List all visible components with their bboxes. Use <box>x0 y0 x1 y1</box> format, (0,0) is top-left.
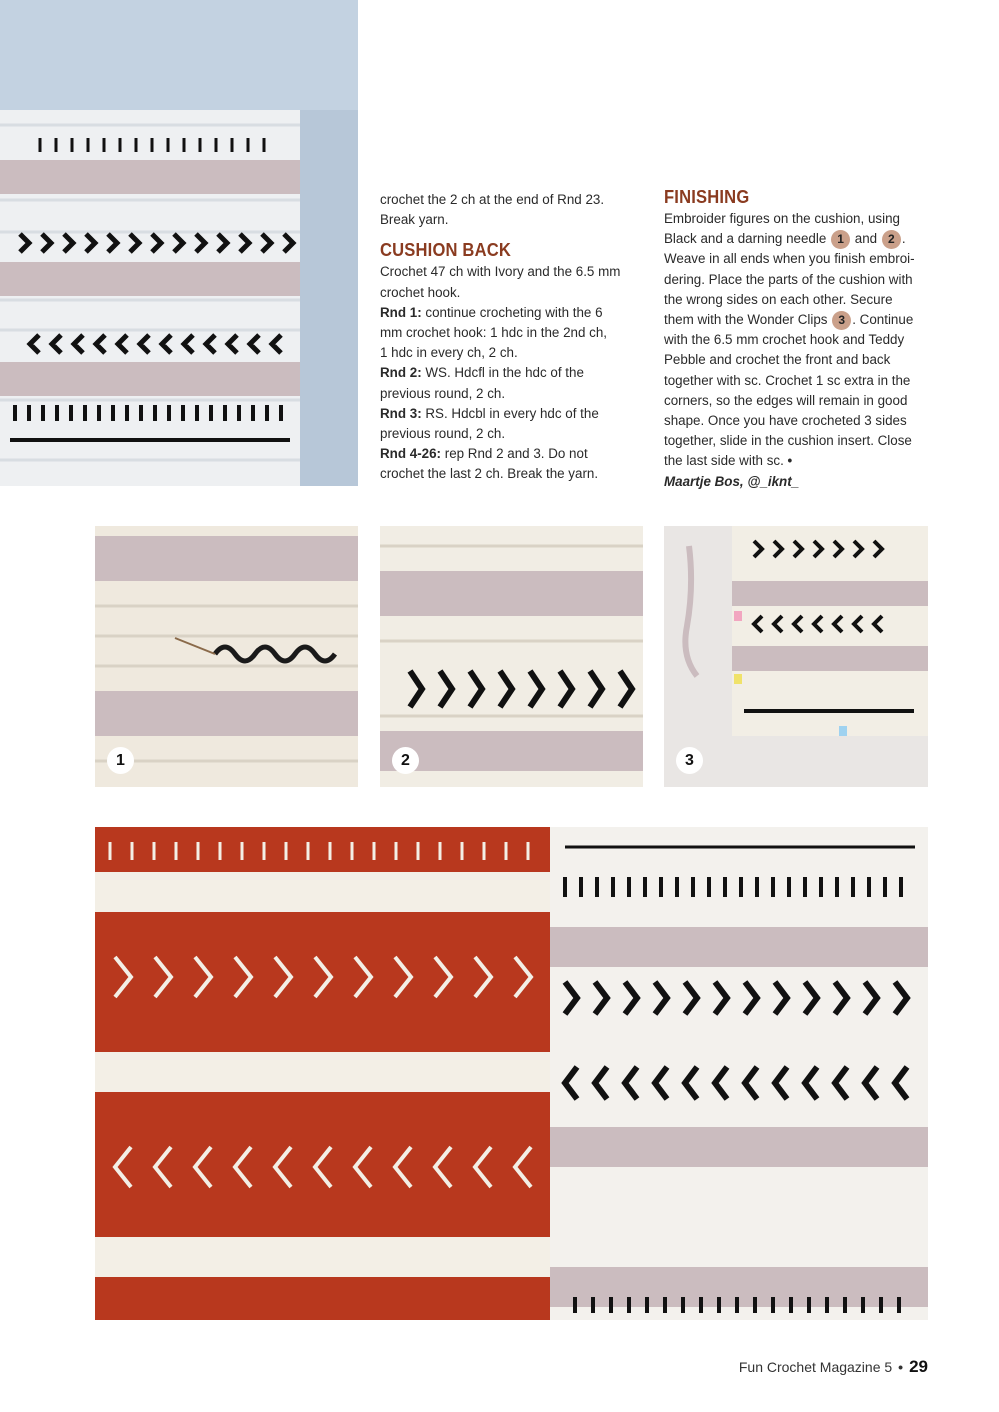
step-badge-2: 2 <box>882 230 901 249</box>
step-badge-1: 1 <box>831 230 850 249</box>
cushion-back-heading: CUSHION BACK <box>380 240 512 261</box>
finishing-line: the last side with sc. • <box>664 453 793 469</box>
instruction-line: 1 hdc in every ch, 2 ch. <box>380 345 518 361</box>
step-photo-2 <box>380 526 643 787</box>
finishing-line: together with sc. Crochet 1 sc extra in the <box>664 372 911 388</box>
step-badge-3: 3 <box>832 311 851 330</box>
finishing-line: Black and a darning needle 1 and 2 . <box>664 229 944 249</box>
cushions-comparison-photo <box>95 827 928 1320</box>
finishing-line: with the 6.5 mm crochet hook and Teddy <box>664 332 905 348</box>
round-1-label: Rnd 1: <box>380 304 422 320</box>
finishing-line: shape. Once you have crocheted 3 sides <box>664 413 907 429</box>
finishing-line: dering. Place the parts of the cushion with <box>664 271 913 287</box>
intro-line: Break yarn. <box>380 212 449 228</box>
step-photo-3 <box>664 526 928 787</box>
finishing-heading: FINISHING <box>664 187 750 207</box>
instruction-line: crochet hook. <box>380 284 461 300</box>
end-mark: • <box>783 453 793 469</box>
intro-line: crochet the 2 ch at the end of Rnd 23. <box>380 192 605 207</box>
footer-separator: • <box>898 1359 904 1375</box>
step-number-3: 3 <box>676 747 703 774</box>
finishing-line: Weave in all ends when you finish embroi- <box>664 251 915 267</box>
round-3-label: Rnd 3: <box>380 405 422 421</box>
round-4-26-label: Rnd 4-26: <box>380 446 442 462</box>
round-1: Rnd 1: continue crocheting with the 6 <box>380 304 603 320</box>
cushion-back-column <box>380 190 650 485</box>
cushion-photo-top <box>0 0 358 486</box>
finishing-line: Pebble and crochet the front and back <box>664 352 891 368</box>
round-2: Rnd 2: WS. Hdcfl in the hdc of the <box>380 365 584 381</box>
instruction-line: crochet the last 2 ch. Break the yarn. <box>380 466 599 482</box>
page-number: 29 <box>909 1357 928 1376</box>
page-footer <box>739 1357 928 1377</box>
instruction-line: previous round, 2 ch. <box>380 426 506 442</box>
instruction-line: previous round, 2 ch. <box>380 385 506 401</box>
round-2-label: Rnd 2: <box>380 365 422 381</box>
finishing-column <box>664 186 944 492</box>
finishing-line: the wrong sides on each other. Secure <box>664 291 893 307</box>
author-credit: Maartje Bos, @_iknt_ <box>664 473 800 489</box>
finishing-line: Embroider figures on the cushion, using <box>664 211 900 226</box>
round-3: Rnd 3: RS. Hdcbl in every hdc of the <box>380 405 599 421</box>
finishing-line: them with the Wonder Clips 3 . Continue <box>664 310 944 330</box>
step-photo-1 <box>95 526 358 787</box>
instruction-line: mm crochet hook: 1 hdc in the 2nd ch, <box>380 325 608 341</box>
magazine-name: Fun Crochet Magazine 5 <box>738 1359 893 1375</box>
round-4-26: Rnd 4-26: rep Rnd 2 and 3. Do not <box>380 446 588 462</box>
step-number-1: 1 <box>107 747 134 774</box>
finishing-line: corners, so the edges will remain in good <box>664 392 908 408</box>
finishing-line: together, slide in the cushion insert. Close <box>664 433 912 449</box>
instruction-line: Crochet 47 ch with Ivory and the 6.5 mm <box>380 264 621 280</box>
step-number-2: 2 <box>392 747 419 774</box>
